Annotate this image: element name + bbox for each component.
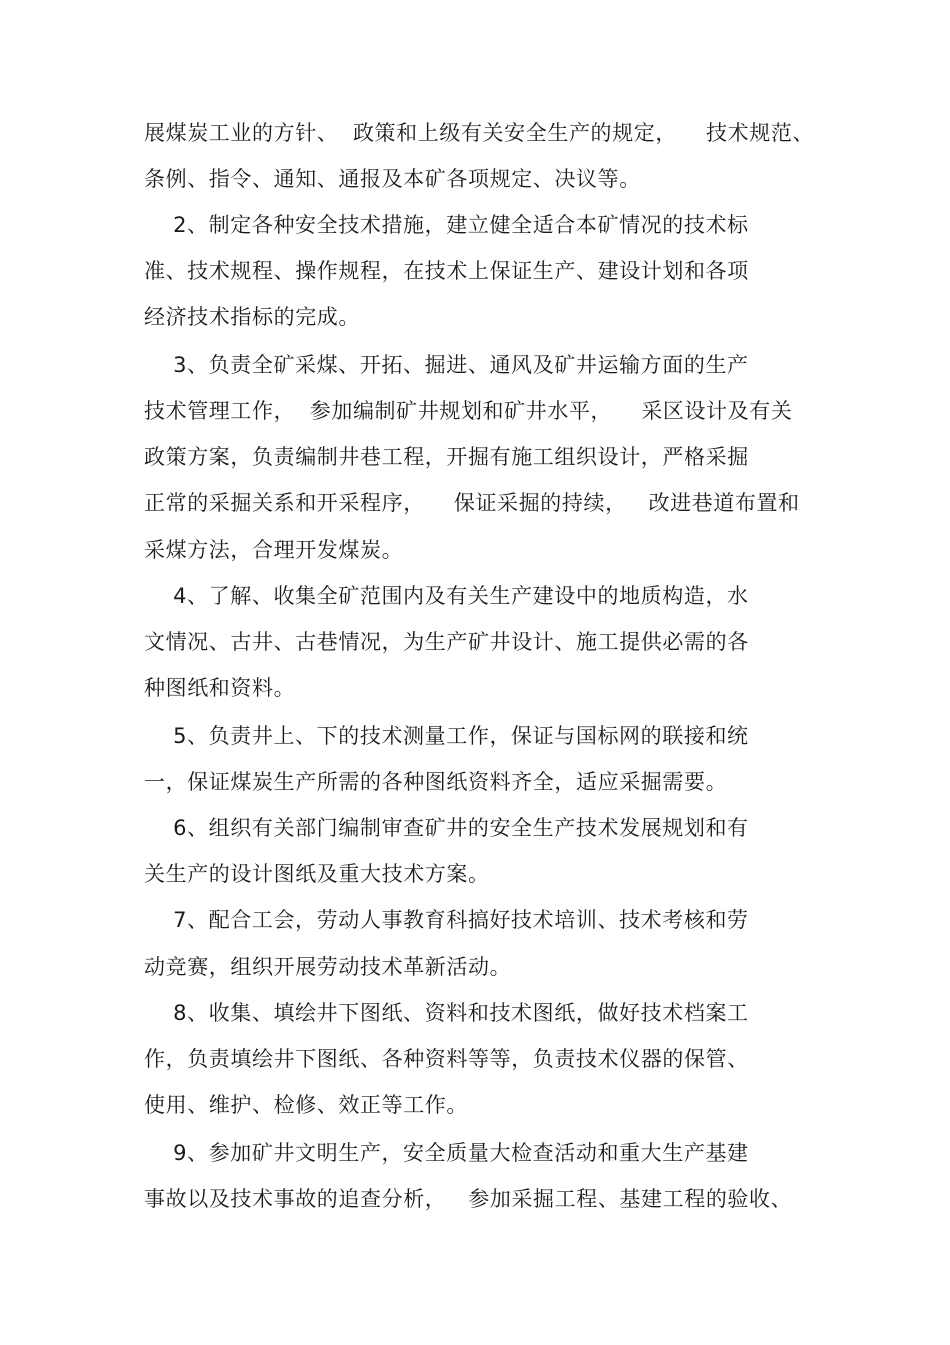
text-line: 事故以及技术事故的追查分析， 参加采掘工程、基建工程的验收、 [144, 1187, 793, 1211]
text-line: 7、配合工会，劳动人事教育科搞好技术培训、技术考核和劳 [144, 908, 749, 932]
text-line: 技术管理工作， 参加编制矿井规划和矿井水平， 采区设计及有关 [144, 399, 793, 423]
text-line: 关生产的设计图纸及重大技术方案。 [144, 862, 490, 886]
text-line: 6、组织有关部门编制审查矿井的安全生产技术发展规划和有 [144, 816, 749, 840]
text-line: 5、负责井上、下的技术测量工作，保证与国标网的联接和统 [144, 724, 749, 748]
text-line: 8、收集、填绘井下图纸、资料和技术图纸，做好技术档案工 [144, 1001, 749, 1025]
text-line: 作，负责填绘井下图纸、各种资料等等，负责技术仪器的保管、 [144, 1047, 749, 1071]
text-line: 使用、维护、检修、效正等工作。 [144, 1093, 468, 1117]
text-line: 条例、指令、通知、通报及本矿各项规定、决议等。 [144, 167, 641, 191]
text-line: 4、了解、收集全矿范围内及有关生产建设中的地质构造，水 [144, 584, 749, 608]
text-line: 种图纸和资料。 [144, 676, 296, 700]
text-line: 2、制定各种安全技术措施，建立健全适合本矿情况的技术标 [144, 213, 749, 237]
text-line: 动竞赛，组织开展劳动技术革新活动。 [144, 955, 512, 979]
text-line: 展煤炭工业的方针、 政策和上级有关安全生产的规定， 技术规范、 [144, 121, 815, 145]
text-line: 9、参加矿井文明生产，安全质量大检查活动和重大生产基建 [144, 1141, 749, 1165]
text-line: 经济技术指标的完成。 [144, 305, 360, 329]
text-line: 正常的采掘关系和开采程序， 保证采掘的持续， 改进巷道布置和 [144, 491, 800, 515]
text-line: 政策方案，负责编制井巷工程，开掘有施工组织设计，严格采掘 [144, 445, 749, 469]
text-line: 准、技术规程、操作规程，在技术上保证生产、建设计划和各项 [144, 259, 749, 283]
text-line: 文情况、古井、古巷情况，为生产矿井设计、施工提供必需的各 [144, 630, 749, 654]
text-line: 一，保证煤炭生产所需的各种图纸资料齐全，适应采掘需要。 [144, 770, 728, 794]
text-line: 3、负责全矿采煤、开拓、掘进、通风及矿井运输方面的生产 [144, 353, 749, 377]
text-line: 采煤方法，合理开发煤炭。 [144, 538, 404, 562]
